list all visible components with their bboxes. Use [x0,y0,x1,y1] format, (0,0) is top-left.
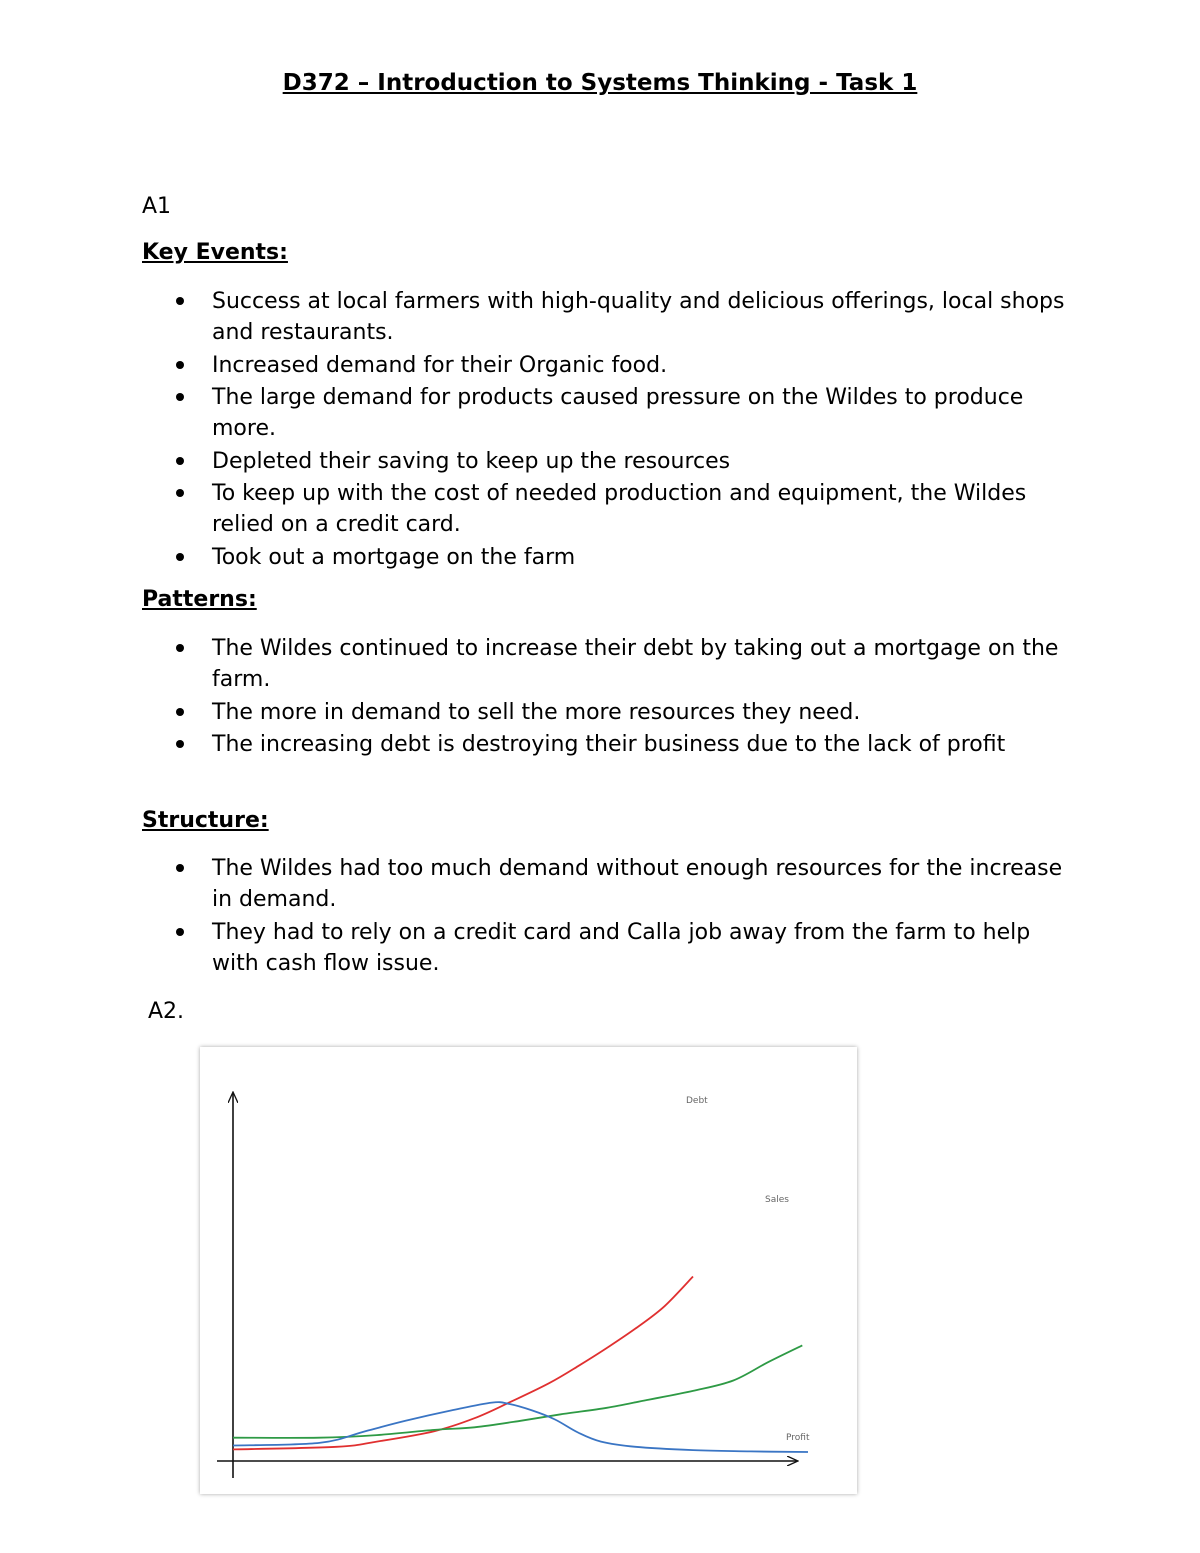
series-line-profit [233,1402,808,1452]
list-item: The more in demand to sell the more resources they need. [172,697,1072,728]
series-label-debt: Debt [686,1096,708,1106]
list-item: They had to rely on a credit card and Calla job away from the farm to help with cash flow issue. [172,917,1072,979]
page-title: D372 – Introduction to Systems Thinking - Task 1 [282,70,918,96]
section-a1-label: A1 [142,194,172,219]
list-item: The large demand for products caused pressure on the Wildes to produce more. [172,382,1072,444]
series-line-sales [233,1345,802,1437]
list-item: Depleted their saving to keep up the resources [172,446,1072,477]
series-label-sales: Sales [765,1195,789,1205]
section-a2-label: A2. [148,999,185,1024]
list-item: Took out a mortgage on the farm [172,542,1072,573]
list-item: The Wildes had too much demand without enough resources for the increase in demand. [172,853,1072,915]
patterns-heading: Patterns: [142,587,257,612]
structure-list [172,853,1072,980]
series-label-profit: Profit [786,1433,810,1443]
patterns-list [172,633,1072,762]
list-item: The Wildes continued to increase their debt by taking out a mortgage on the farm. [172,633,1072,695]
list-item: Increased demand for their Organic food. [172,350,1072,381]
list-item: Success at local farmers with high-quality and delicious offerings, local shops and restaurants. [172,286,1072,348]
series-line-debt [233,1277,693,1450]
chart-image [200,1047,857,1494]
key-events-heading: Key Events: [142,240,288,265]
list-item: The increasing debt is destroying their business due to the lack of profit [172,729,1072,760]
line-chart [200,1047,857,1494]
list-item: To keep up with the cost of needed production and equipment, the Wildes relied on a credit card. [172,478,1072,540]
structure-heading: Structure: [142,808,269,833]
key-events-list [172,286,1072,574]
